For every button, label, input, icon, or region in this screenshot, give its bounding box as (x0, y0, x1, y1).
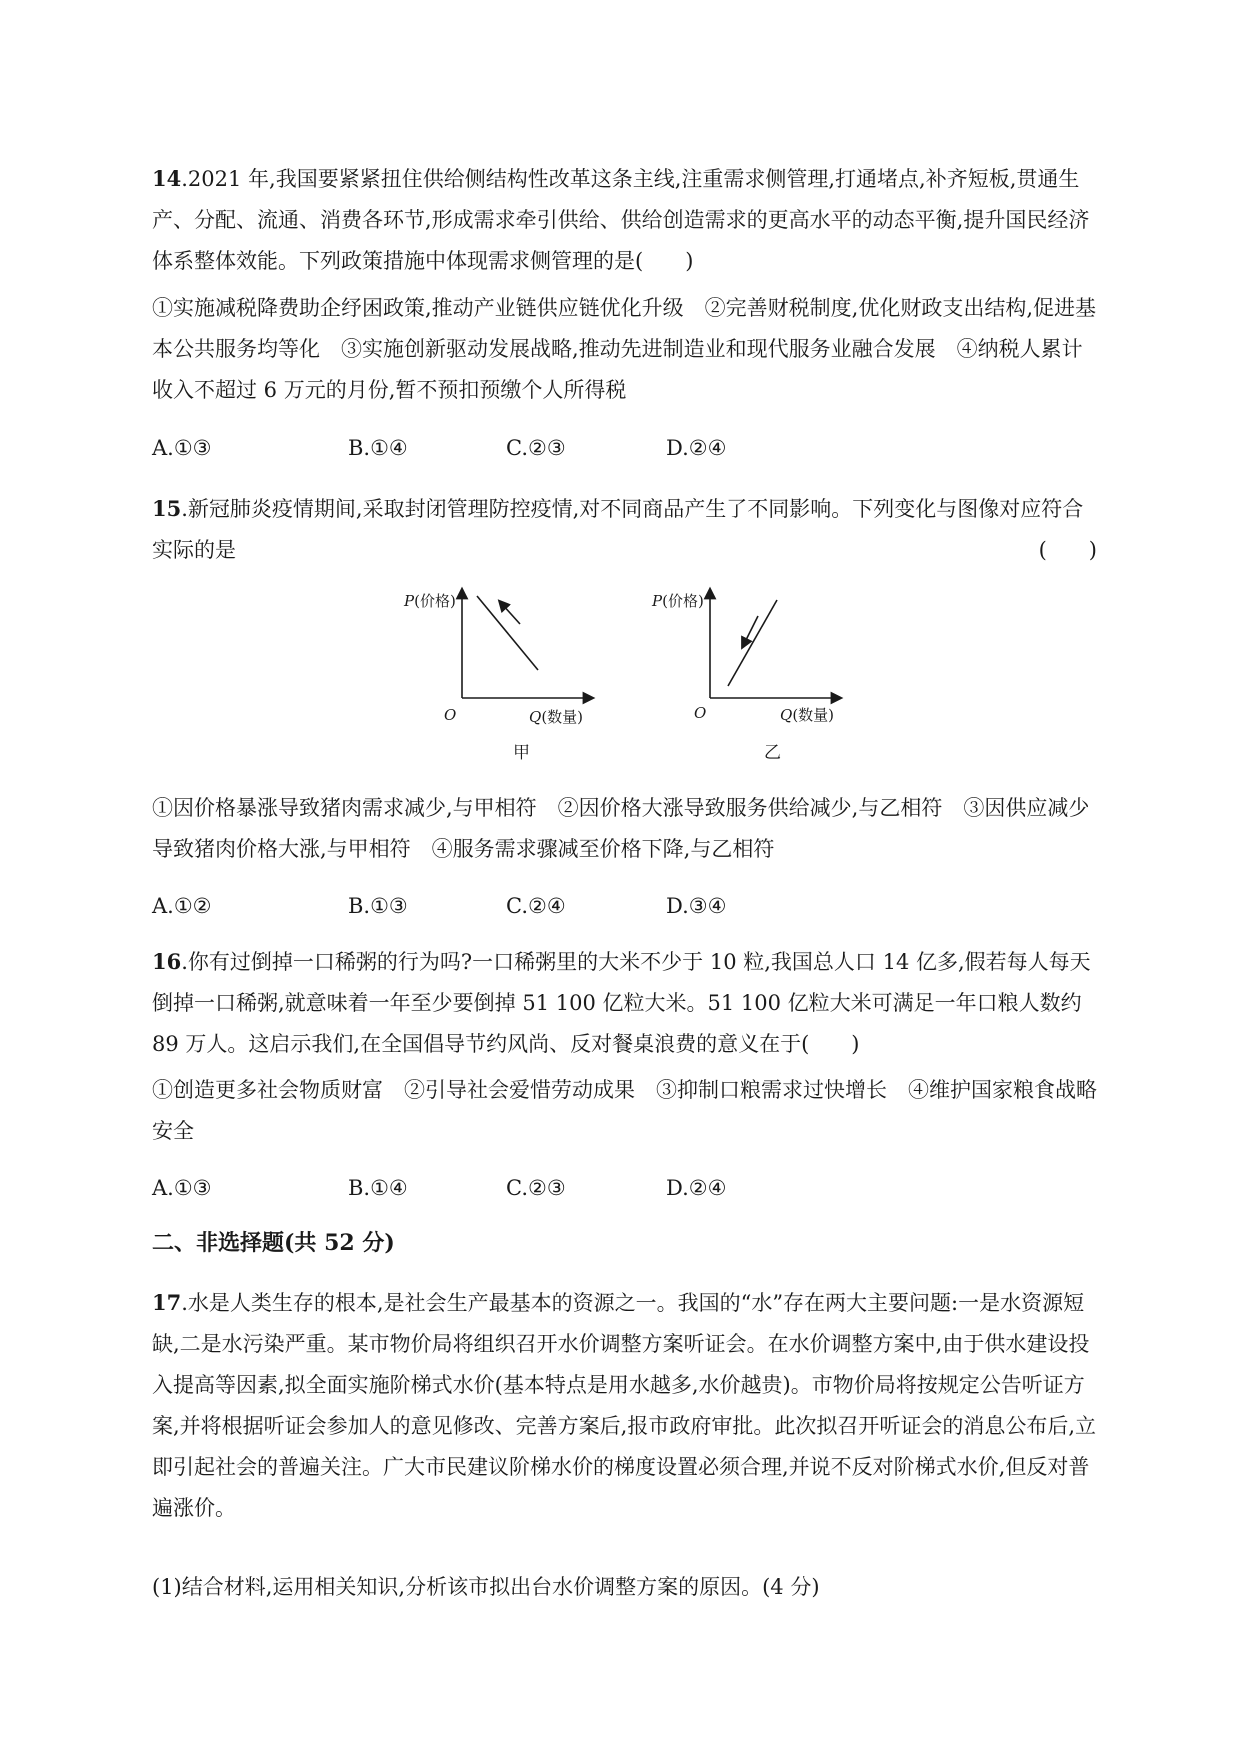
q14-statements: ①实施减税降费助企纾困政策,推动产业链供应链优化升级 ②完善财税制度,优化财政支出结构,促进基本公共服务均等化 ③实施创新驱动发展战略,推动先进制造业和现代服务业融合发展 ④纳税人累计收入不超过 6 万元的月份,暂不预扣预缴个人所得税 (152, 296, 1097, 402)
q16-option-c[interactable]: C.②③ (506, 1176, 566, 1200)
q16-option-d[interactable]: D.②④ (666, 1176, 727, 1200)
graph-yi-curve (728, 600, 777, 686)
q17-text: .水是人类生存的根本,是社会生产最基本的资源之一。我国的“水”存在两大主要问题:一是水资源短缺,二是水污染严重。某市物价局将组织召开水价调整方案听证会。在水价调整方案中,由于供水建设投入提高等因素,拟全面实施阶梯式水价(基本特点是用水越多,水价越贵)。市物价局将按规定公告听证方案,并将根据听证会参加人的意见修改、完善方案后,报市政府审批。此次拟召开听证会的消息公布后,立即引起社会的普遍关注。广大市民建议阶梯水价的梯度设置必须合理,并说不反对阶梯式水价,但反对普遍涨价。 (152, 1291, 1097, 1520)
q16-option-a[interactable]: A.①③ (152, 1176, 212, 1200)
graph-yi-ylabel: P(价格) (652, 592, 704, 610)
q15-stem (152, 488, 1097, 571)
graph-jia-arrow-icon (502, 604, 520, 624)
q15-text: .新冠肺炎疫情期间,采取封闭管理防控疫情,对不同商品产生了不同影响。下列变化与图像对应符合实际的是 (152, 497, 1084, 562)
q14-option-d[interactable]: D.②④ (666, 436, 727, 460)
q16-options (152, 1173, 1097, 1203)
q15-option-a[interactable]: A.①② (152, 894, 212, 918)
graph-jia-plot (404, 588, 604, 698)
q14-option-b[interactable]: B.①④ (348, 436, 408, 460)
q15-answer-paren: ( ) (1038, 538, 1097, 562)
graph-yi-caption: 乙 (764, 743, 781, 763)
q17-subquestion-1: (1)结合材料,运用相关知识,分析该市拟出台水价调整方案的原因。(4 分) (152, 1575, 820, 1599)
q16-text: .你有过倒掉一口稀粥的行为吗?一口稀粥里的大米不少于 10 粒,我国总人口 14 亿多,假若每人每天倒掉一口稀粥,就意味着一年至少要倒掉 51 100 亿粒大米。51 100 亿粒大米可满足一年口粮人数约 89 万人。这启示我们,在全国倡导节约风尚、反对餐桌浪费的意义在于( ) (152, 950, 1091, 1056)
q14-options (152, 433, 1097, 463)
q15-number: 15 (152, 496, 182, 521)
section-2-title: 二、非选择题(共 52 分) (152, 1230, 395, 1256)
graph-jia-caption: 甲 (513, 743, 530, 763)
graph-yi-arrow-icon (744, 616, 758, 644)
graph-jia-xlabel: Q(数量) (529, 708, 584, 726)
graph-jia-curve (477, 596, 538, 670)
graph-yi-xlabel: Q(数量) (780, 706, 835, 724)
q15-option-d[interactable]: D.③④ (666, 894, 727, 918)
q16-stem (152, 941, 1097, 1065)
q14-option-a[interactable]: A.①③ (152, 436, 212, 460)
graph-jia-origin: O (444, 706, 457, 724)
graph-yi-origin: O (694, 704, 707, 722)
q14-number: 14 (152, 166, 182, 191)
q15-option-b[interactable]: B.①③ (348, 894, 408, 918)
graph-yi-plot (652, 588, 852, 698)
q15-option-c[interactable]: C.②④ (506, 894, 566, 918)
q14-option-c[interactable]: C.②③ (506, 436, 566, 460)
graph-jia-ylabel: P(价格) (404, 592, 456, 610)
q15-statements: ①因价格暴涨导致猪肉需求减少,与甲相符 ②因价格大涨导致服务供给减少,与乙相符 ③因供应减少导致猪肉价格大涨,与甲相符 ④服务需求骤减至价格下降,与乙相符 (152, 796, 1090, 861)
q16-statements: ①创造更多社会物质财富 ②引导社会爱惜劳动成果 ③抑制口粮需求过快增长 ④维护国家粮食战略安全 (152, 1078, 1097, 1143)
q14-stem (152, 158, 1097, 282)
q17-stem (152, 1282, 1097, 1529)
q17-number: 17 (152, 1290, 182, 1315)
q15-options (152, 891, 1097, 921)
q16-option-b[interactable]: B.①④ (348, 1176, 408, 1200)
q16-number: 16 (152, 949, 182, 974)
q14-text: .2021 年,我国要紧紧扭住供给侧结构性改革这条主线,注重需求侧管理,打通堵点,补齐短板,贯通生产、分配、流通、消费各环节,形成需求牵引供给、供给创造需求的更高水平的动态平衡,提升国民经济体系整体效能。下列政策措施中体现需求侧管理的是( ) (152, 167, 1090, 273)
